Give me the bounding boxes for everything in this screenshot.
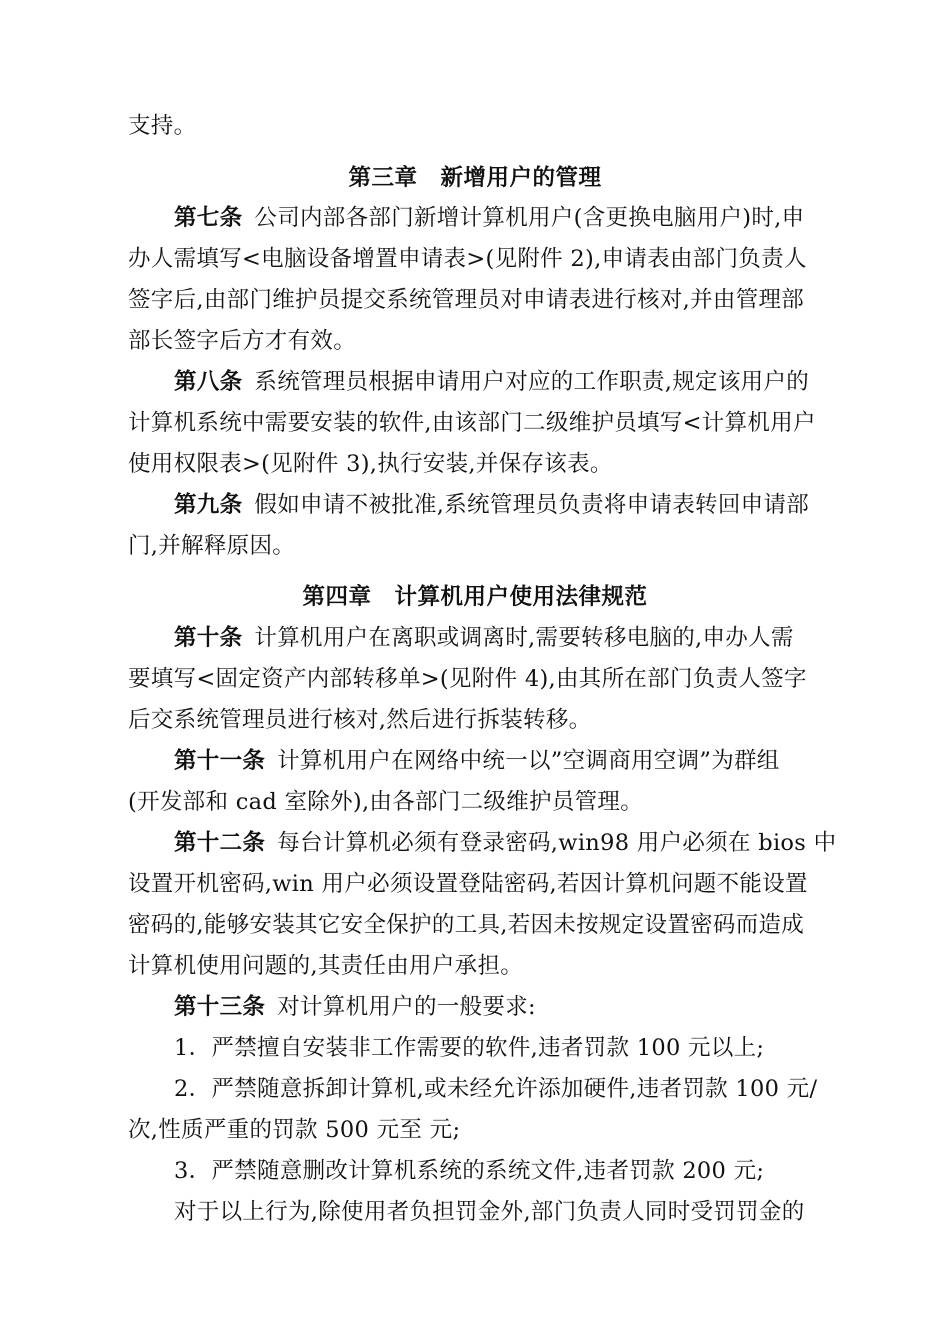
article-7-line-4: 部长签字后方才有效。	[128, 328, 357, 354]
closing-paragraph-line: 对于以上行为,除使用者负担罚金外,部门负责人同时受罚罚金的	[174, 1199, 805, 1225]
article-10-text: 计算机用户在离职或调离时,需要转移电脑的,申办人需	[254, 625, 794, 651]
requirement-item-1: 1．严禁擅自安装非工作需要的软件,违者罚款 100 元以上;	[174, 1035, 765, 1061]
article-9-label: 第九条	[174, 492, 243, 518]
article-8-line-1	[174, 366, 828, 398]
article-12-line-2: 设置开机密码,win 用户必须设置登陆密码,若因计算机问题不能设置	[128, 871, 808, 897]
article-10-line-1	[174, 622, 828, 654]
article-13-text: 对计算机用户的一般要求:	[277, 994, 536, 1020]
article-10-line-2: 要填写<固定资产内部转移单>(见附件 4),由其所在部门负责人签字	[128, 666, 807, 692]
article-7-text: 公司内部各部门新增计算机用户(含更换电脑用户)时,申	[254, 205, 805, 231]
article-8-line-2: 计算机系统中需要安装的软件,由该部门二级维护员填写<计算机用户	[128, 410, 816, 436]
article-10-line-3: 后交系统管理员进行核对,然后进行拆装转移。	[128, 707, 592, 733]
article-9-text: 假如申请不被批准,系统管理员负责将申请表转回申请部	[254, 492, 810, 518]
article-9-line-2: 门,并解释原因。	[128, 533, 296, 559]
article-9-line-1	[174, 489, 828, 521]
article-12-label: 第十二条	[174, 830, 266, 856]
article-12-line-1	[174, 827, 837, 859]
article-13-label: 第十三条	[174, 994, 266, 1020]
article-12-line-3: 密码的,能够安装其它安全保护的工具,若因未按规定设置密码而造成	[128, 912, 805, 938]
article-7-line-3: 签字后,由部门维护员提交系统管理员对申请表进行核对,并由管理部	[128, 287, 805, 313]
article-7-line-2: 办人需填写<电脑设备增置申请表>(见附件 2),申请表由部门负责人	[128, 246, 807, 272]
article-8-text: 系统管理员根据申请用户对应的工作职责,规定该用户的	[254, 369, 810, 395]
article-8-label: 第八条	[174, 369, 243, 395]
requirement-item-2: 2．严禁随意拆卸计算机,或未经允许添加硬件,违者罚款 100 元/	[174, 1076, 818, 1102]
article-11-text: 计算机用户在网络中统一以”空调商用空调”为群组	[277, 748, 780, 774]
article-10-label: 第十条	[174, 625, 243, 651]
article-11-label: 第十一条	[174, 748, 266, 774]
article-12-text: 每台计算机必须有登录密码,win98 用户必须在 bios 中	[277, 830, 837, 856]
article-8-line-3: 使用权限表>(见附件 3),执行安装,并保存该表。	[128, 451, 613, 477]
chapter-4-heading: 第四章 计算机用户使用法律规范	[302, 584, 648, 610]
article-12-line-4: 计算机使用问题的,其责任由用户承担。	[128, 953, 524, 979]
article-11-line-1	[174, 745, 828, 777]
article-7-label: 第七条	[174, 205, 243, 231]
chapter-3-heading: 第三章 新增用户的管理	[348, 165, 602, 191]
article-7-line-1	[174, 202, 828, 234]
continuation-text: 支持。	[128, 113, 197, 139]
article-11-line-2: (开发部和 cad 室除外),由各部门二级维护员管理。	[128, 789, 644, 815]
requirement-item-2-continued: 次,性质严重的罚款 500 元至 元;	[128, 1117, 461, 1143]
requirement-item-3: 3．严禁随意删改计算机系统的系统文件,违者罚款 200 元;	[174, 1158, 765, 1184]
article-13-line-1	[174, 991, 828, 1023]
